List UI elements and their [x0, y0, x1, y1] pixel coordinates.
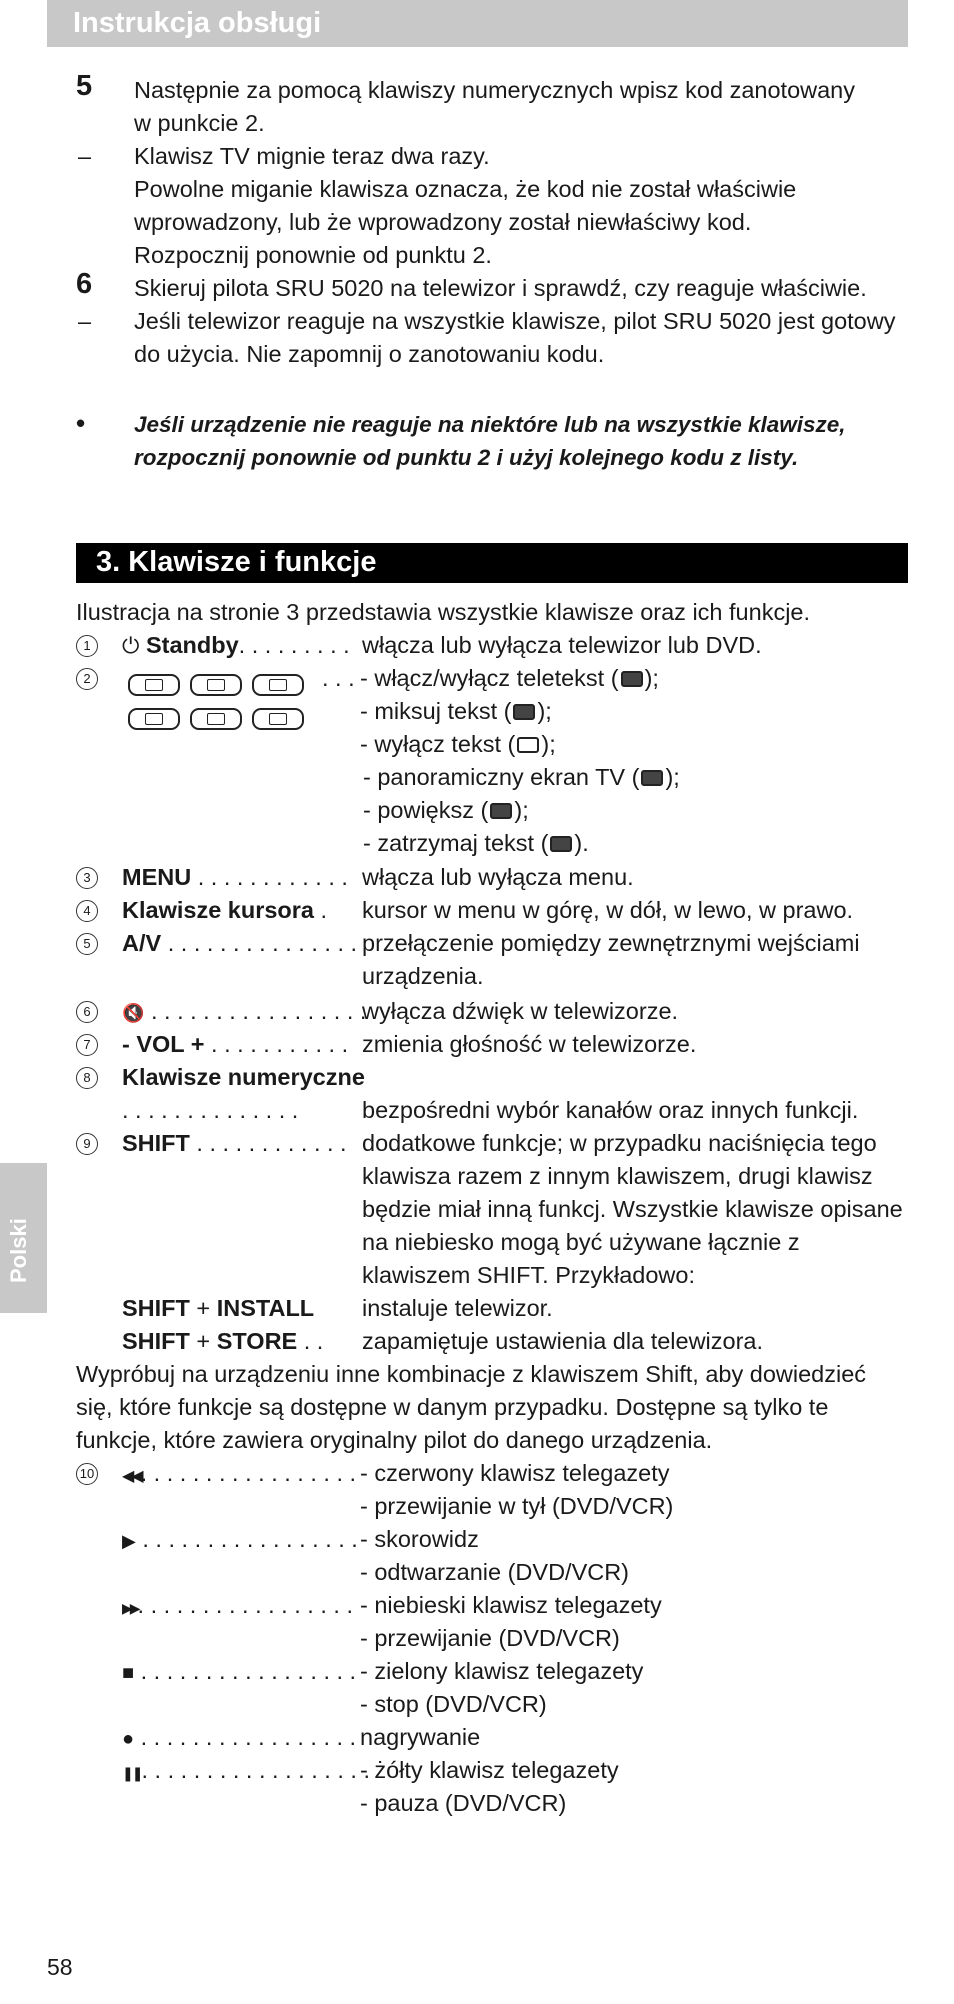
- hold-key-icon: [252, 708, 304, 730]
- hold-icon: [550, 836, 572, 852]
- key-desc: - wyłącz tekst ( );: [360, 731, 556, 757]
- key-desc: nagrywanie: [360, 1724, 481, 1750]
- item-marker: 8: [76, 1067, 98, 1089]
- step-text: w punkcie 2.: [134, 110, 265, 136]
- mix-key-icon: [190, 674, 242, 696]
- mute-icon: 🔇: [122, 1003, 145, 1023]
- leader-dots: . . . . . . . . .: [238, 632, 350, 658]
- item-marker: 5: [76, 933, 98, 955]
- rewind-row: [122, 1457, 356, 1493]
- section-title: 3. Klawisze i funkcje: [96, 546, 377, 578]
- step-text: Skieruj pilota SRU 5020 na telewizor i sprawdź, czy reaguje właściwie.: [134, 275, 867, 301]
- key-desc: wyłącza dźwięk w telewizorze.: [362, 998, 679, 1024]
- leader-dots: . . . . . . . . . . . . . . . . .: [142, 1526, 358, 1552]
- intro-text: Ilustracja na stronie 3 przedstawia wszystkie klawisze oraz ich funkcje.: [76, 599, 811, 625]
- leader-dots: . . . . . . . . . . . . . . . . .: [140, 1460, 357, 1486]
- key-name: - VOL +: [122, 1031, 205, 1057]
- mix-icon: [513, 704, 535, 720]
- key-desc: - powiększ ( );: [363, 797, 529, 823]
- key-desc: - żółty klawisz telegazety: [360, 1757, 619, 1783]
- item-marker: 10: [76, 1463, 98, 1485]
- play-row: [122, 1523, 358, 1558]
- leader-dots: . . . . . . . . . . . . . . . . .: [137, 1592, 354, 1618]
- cursor-row: [122, 894, 327, 927]
- shift-note: Wypróbuj na urządzeniu inne kombinacje z klawiszem Shift, aby dowiedzieć: [76, 1361, 867, 1387]
- note-text: Klawisz TV mignie teraz dwa razy.: [134, 143, 490, 169]
- key-name: MENU: [122, 864, 192, 890]
- key-desc: - miksuj tekst ( );: [360, 698, 552, 724]
- leader-dots: . . . . . . . . . . . .: [197, 864, 348, 890]
- key-desc: - przewijanie (DVD/VCR): [360, 1625, 620, 1651]
- play-icon: ▶: [122, 1531, 136, 1551]
- item-marker: 3: [76, 867, 98, 889]
- key-desc: - odtwarzanie (DVD/VCR): [360, 1559, 630, 1585]
- text-off-key-icon: [252, 674, 304, 696]
- dash: –: [78, 143, 92, 169]
- power-icon: ⏻: [122, 633, 140, 658]
- section-heading: [76, 543, 908, 583]
- key-desc: bezpośredni wybór kanałów oraz innych funkcji.: [362, 1097, 859, 1123]
- key-desc: - zatrzymaj tekst ( ).: [363, 830, 589, 856]
- key-desc: włącza lub wyłącza telewizor lub DVD.: [362, 632, 762, 658]
- page-number: 58: [47, 1954, 73, 1980]
- widescreen-key-icon: [128, 708, 180, 730]
- menu-row: [122, 861, 348, 894]
- step-text: Następnie za pomocą klawiszy numerycznych wpisz kod zanotowany: [134, 77, 855, 103]
- key-desc: dodatkowe funkcje; w przypadku naciśnięcia tego: [362, 1130, 877, 1156]
- key-desc: na niebiesko mogą być używane łącznie z: [362, 1229, 800, 1255]
- leader-dots: . . . . . . . . . . . . . . . . . .: [141, 1757, 370, 1783]
- zoom-icon: [490, 803, 512, 819]
- teletext-icon: [621, 671, 643, 687]
- forward-row: [122, 1589, 353, 1625]
- standby-row: [122, 629, 350, 662]
- item-marker: 1: [76, 635, 98, 657]
- dash: –: [78, 308, 92, 334]
- combo-desc: zapamiętuje ustawienia dla telewizora.: [362, 1328, 764, 1354]
- item-marker: 7: [76, 1034, 98, 1056]
- key-desc: - skorowidz: [360, 1526, 479, 1552]
- warning-text: Jeśli urządzenie nie reaguje na niektóre lub na wszystkie klawisze, rozpocznij ponownie od punktu 2 i użyj kolejnego kodu z listy.: [134, 412, 846, 470]
- key-desc: - stop (DVD/VCR): [360, 1691, 547, 1717]
- stop-icon: ■: [122, 1662, 135, 1684]
- key-desc: - przewijanie w tył (DVD/VCR): [360, 1493, 674, 1519]
- key-desc: zmienia głośność w telewizorze.: [362, 1031, 697, 1057]
- shift-combo: SHIFT + INSTALL: [122, 1295, 315, 1321]
- key-desc: - czerwony klawisz telegazety: [360, 1460, 670, 1486]
- key-desc: - zielony klawisz telegazety: [360, 1658, 644, 1684]
- rewind-icon: ◀◀: [122, 1468, 141, 1485]
- bullet: •: [76, 408, 86, 438]
- key-desc: - włącz/wyłącz teletekst ( );: [360, 665, 659, 691]
- step-number: 6: [76, 268, 93, 300]
- fast-forward-icon: ▶▶: [122, 1600, 138, 1616]
- page-header: [47, 0, 908, 47]
- combo-desc: instaluje telewizor.: [362, 1295, 553, 1321]
- pause-icon: ❚❚: [122, 1765, 142, 1781]
- shift-note: funkcje, które zawiera oryginalny pilot do danego urządzenia.: [76, 1427, 713, 1453]
- key-name: A/V: [122, 930, 162, 956]
- vol-row: [122, 1028, 348, 1061]
- item-marker: 2: [76, 668, 98, 690]
- leader-dots: . . . . . . . . . . .: [211, 1031, 349, 1057]
- item-marker: 6: [76, 1001, 98, 1023]
- item-marker: 9: [76, 1133, 98, 1155]
- note-text: Powolne miganie klawisza oznacza, że kod nie został właściwie: [134, 176, 797, 202]
- record-row: [122, 1721, 356, 1756]
- text-off-icon: [517, 737, 539, 753]
- key-desc: - panoramiczny ekran TV ( );: [363, 764, 680, 790]
- leader-dots: . . .: [322, 665, 355, 691]
- step-number: 5: [76, 70, 93, 102]
- shift-row: [122, 1127, 347, 1160]
- shift-combo: SHIFT + STORE . .: [122, 1328, 324, 1354]
- leader-dots: . . . . . . . . . . . . . . . . .: [150, 998, 367, 1024]
- key-desc: klawiszem SHIFT. Przykładowo:: [362, 1262, 695, 1288]
- leader-dots: . . . . . . . . . . . . . . .: [167, 930, 358, 956]
- key-desc: - pauza (DVD/VCR): [360, 1790, 567, 1816]
- note-text: wprowadzony, lub że wprowadzony został niewłaściwy kod.: [134, 209, 752, 235]
- key-desc: włącza lub wyłącza menu.: [362, 864, 634, 890]
- leader-dots: .: [320, 897, 328, 923]
- leader-dots: . . . . . . . . . . . . . . . . .: [140, 1724, 357, 1750]
- av-row: [122, 927, 357, 960]
- key-name: SHIFT: [122, 1130, 190, 1156]
- key-desc: klawisza razem z innym klawiszem, drugi klawisz: [362, 1163, 873, 1189]
- key-desc: będzie miał inną funkcj. Wszystkie klawisze opisane: [362, 1196, 903, 1222]
- leader-dots: . . . . . . . . . . . .: [196, 1130, 347, 1156]
- language-side-tab: [0, 1163, 47, 1313]
- key-desc: - niebieski klawisz telegazety: [360, 1592, 662, 1618]
- leader-dots: . . . . . . . . . . . . . .: [122, 1097, 299, 1123]
- key-name: Klawisze numeryczne: [122, 1064, 365, 1090]
- key-desc: przełączenie pomiędzy zewnętrznymi wejściami: [362, 930, 860, 956]
- record-icon: ●: [122, 1728, 135, 1750]
- item-marker: 4: [76, 900, 98, 922]
- side-tab-label: Polski: [6, 1218, 31, 1283]
- shift-note: się, które funkcje są dostępne w danym przypadku. Dostępne są tylko te: [76, 1394, 829, 1420]
- key-name: Klawisze kursora: [122, 897, 315, 923]
- stop-row: [122, 1655, 356, 1690]
- header-title: Instrukcja obsługi: [73, 7, 322, 39]
- key-name: Standby: [145, 632, 239, 658]
- key-desc: kursor w menu w górę, w dół, w lewo, w prawo.: [362, 897, 854, 923]
- key-desc: urządzenia.: [362, 963, 484, 989]
- note-text: do użycia. Nie zapomnij o zanotowaniu kodu.: [134, 341, 605, 367]
- pause-row: [122, 1754, 370, 1790]
- widescreen-icon: [641, 770, 663, 786]
- mute-row: [122, 995, 366, 1030]
- note-text: Rozpocznij ponownie od punktu 2.: [134, 242, 492, 268]
- leader-dots: . . . . . . . . . . . . . . . . .: [140, 1658, 357, 1684]
- teletext-key-icon: [128, 674, 180, 696]
- note-text: Jeśli telewizor reaguje na wszystkie klawisze, pilot SRU 5020 jest gotowy: [134, 308, 896, 334]
- zoom-key-icon: [190, 708, 242, 730]
